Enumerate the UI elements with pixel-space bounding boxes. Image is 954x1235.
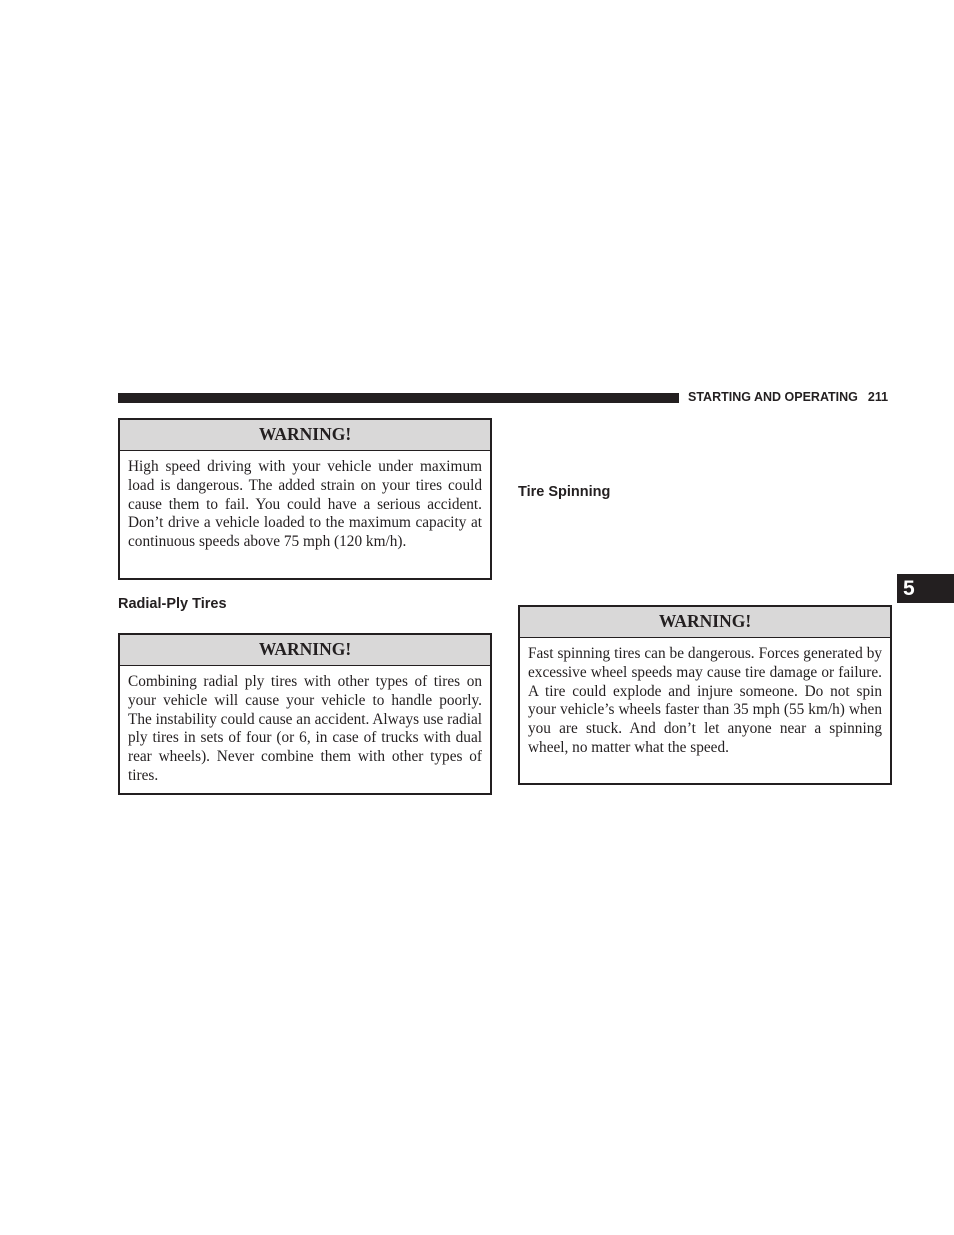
- warning-title: WARNING!: [120, 420, 490, 451]
- warning-text: Fast spinning tires can be dangerous. Forces generated by excessive wheel speeds may cause tire damage or failure. A tire could explode and injure someone. Do not spin your vehicle’s wheels faster than 35 mph (55 km/h) when you are stuck. And don’t let anyone near a spinning wheel, no matter what the speed.: [528, 645, 882, 756]
- page-number: 211: [867, 390, 889, 404]
- warning-box-radial-ply: [118, 633, 492, 795]
- warning-title: WARNING!: [120, 635, 490, 666]
- heading-radial-ply-tires: Radial-Ply Tires: [118, 596, 227, 612]
- running-header: [688, 390, 891, 404]
- warning-box-high-speed: [118, 418, 492, 580]
- heading-tire-spinning: Tire Spinning: [518, 484, 611, 500]
- header-section-title: STARTING AND OPERATING: [688, 390, 858, 404]
- chapter-tab: 5: [897, 574, 954, 603]
- warning-box-tire-spinning: [518, 605, 892, 785]
- warning-text: High speed driving with your vehicle under maximum load is dangerous. The added strain on your tires could cause them to fail. You could have a serious accident. Don’t drive a vehicle loaded to the maximum capacity at continuous speeds above 75 mph (120 km/h).: [128, 458, 482, 551]
- warning-title: WARNING!: [520, 607, 890, 638]
- warning-text: Combining radial ply tires with other types of tires on your vehicle will cause your vehicle to handle poorly. The instability could cause an accident. Always use radial ply tires in sets of four (or 6, in case of trucks with dual rear wheels). Never combine them with other types of tires.: [128, 673, 482, 784]
- header-rule: [118, 393, 679, 403]
